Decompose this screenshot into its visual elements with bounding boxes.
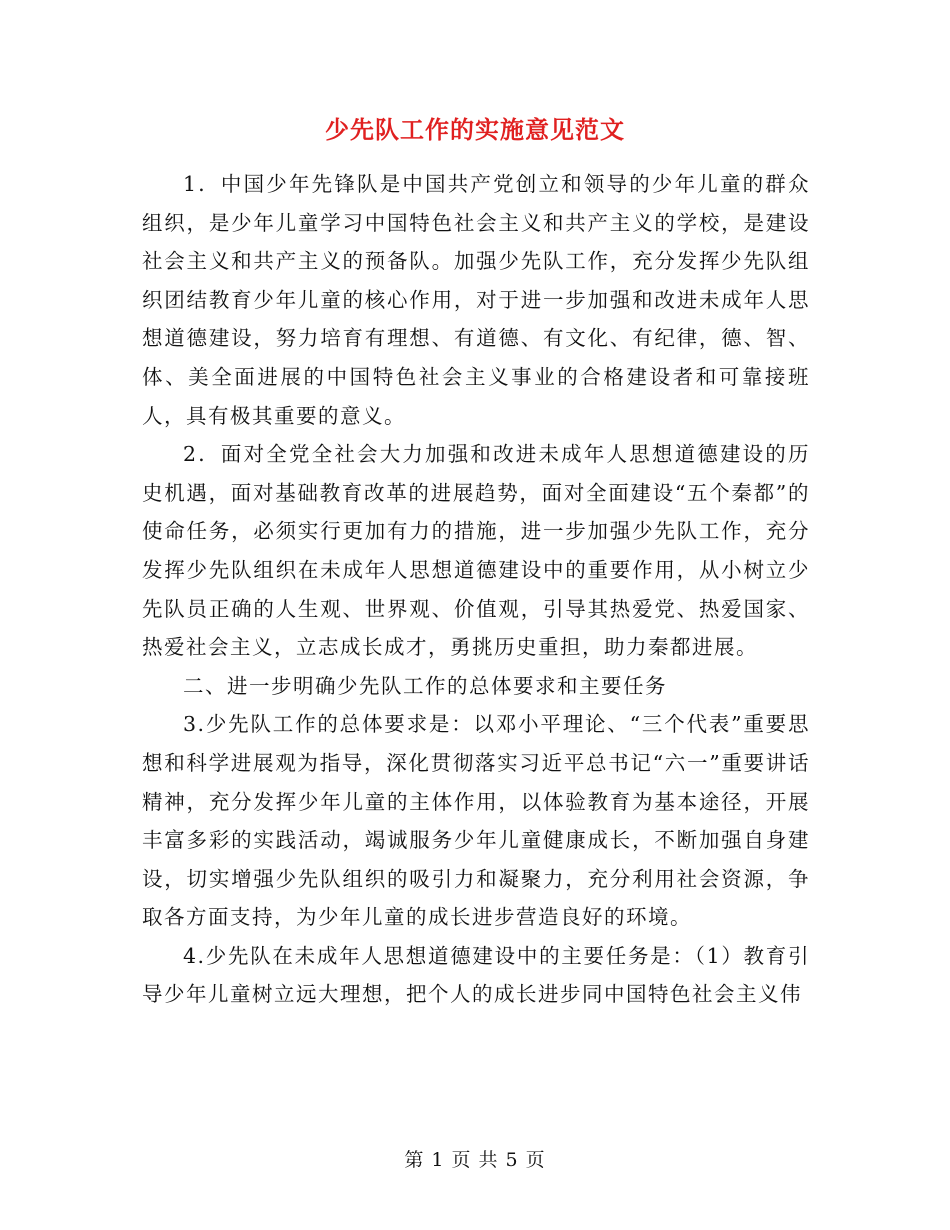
document-title: 少先队工作的实施意见范文 bbox=[325, 115, 625, 144]
paragraph-4: 4.少先队在未成年人思想道德建设中的主要任务是：（1）教育引导少年儿童树立远大理想，把个人的成长进步同中国特色社会主义伟 bbox=[142, 943, 810, 1007]
paragraph-3: 3.少先队工作的总体要求是：以邓小平理论、“三个代表”重要思想和科学进展观为指导，深化贯彻落实习近平总书记“六一”重要讲话精神，充分发挥少年儿童的主体作用，以体验教育为基本途径，开展丰富多彩的实践活动，竭诚服务少年儿童健康成长，不断加强自身建设，切实增强少先队组织的吸引力和凝聚力，充分利用社会资源，争取各方面支持，为少年儿童的成长进步营造良好的环境。 bbox=[142, 712, 810, 930]
page-footer bbox=[0, 1145, 950, 1172]
paragraph-2: 2．面对全党全社会大力加强和改进未成年人思想道德建设的历史机遇，面对基础教育改革的进展趋势，面对全面建设“五个秦都”的使命任务，必须实行更加有力的措施，进一步加强少先队工作，充分发挥少先队组织在未成年人思想道德建设中的重要作用，从小树立少先队员正确的人生观、世界观、价值观，引导其热爱党、热爱国家、热爱社会主义，立志成长成才，勇挑历史重担，助力秦都进展。 bbox=[142, 442, 810, 660]
document-body bbox=[142, 165, 810, 1014]
page-number-label: 第 1 页 共 5 页 bbox=[404, 1149, 546, 1171]
section-heading: 二、进一步明确少先队工作的总体要求和主要任务 bbox=[183, 673, 667, 698]
paragraph-1: 1．中国少年先锋队是中国共产党创立和领导的少年儿童的群众组织，是少年儿童学习中国特色社会主义和共产主义的学校，是建设社会主义和共产主义的预备队。加强少先队工作，充分发挥少先队组织团结教育少年儿童的核心作用，对于进一步加强和改进未成年人思想道德建设，努力培育有理想、有道德、有文化、有纪律，德、智、体、美全面进展的中国特色社会主义事业的合格建设者和可靠接班人，具有极其重要的意义。 bbox=[142, 172, 810, 428]
